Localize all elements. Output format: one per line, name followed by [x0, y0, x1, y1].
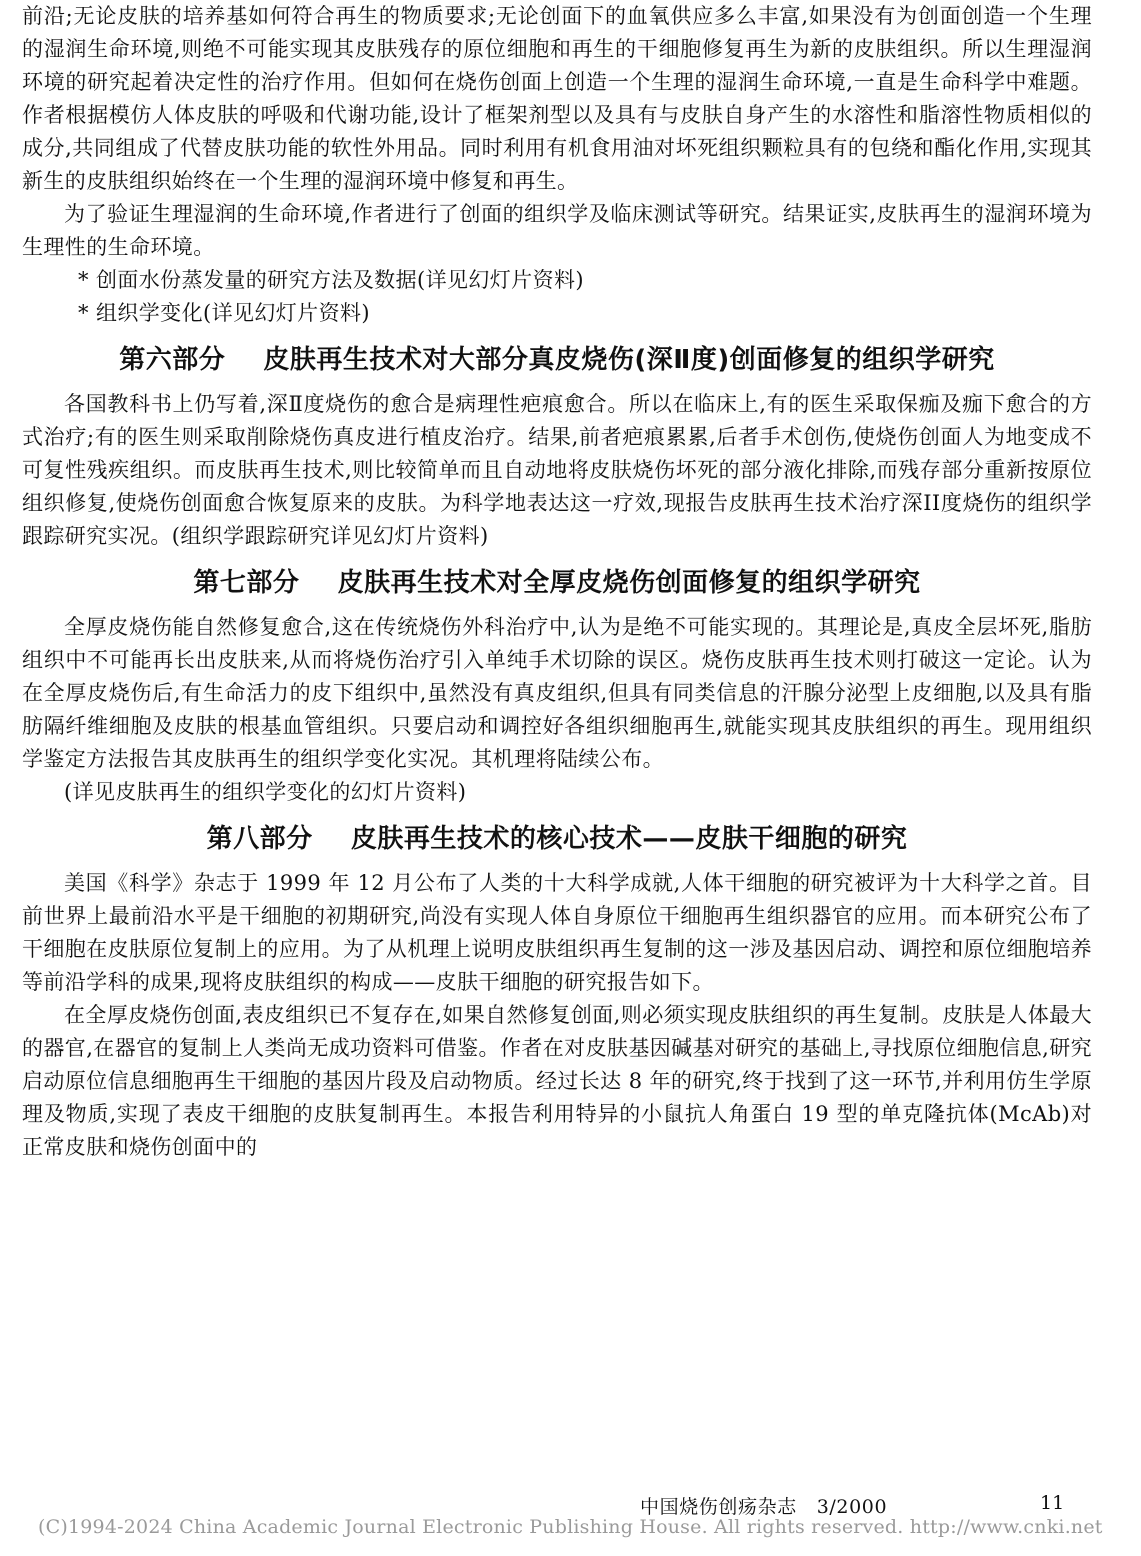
journal-name: 中国烧伤创疡杂志 3/2000	[640, 1496, 888, 1518]
section-heading-part-seven: 第七部分 皮肤再生技术对全厚皮烧伤创面修复的组织学研究	[193, 568, 921, 598]
paragraph-continued-intro: 前沿;无论皮肤的培养基如何符合再生的物质要求;无论创面下的血氧供应多么丰富,如果没有为创面创造一个生理的湿润生命环境,则绝不可能实现其皮肤残存的原位细胞和再生的干细胞修复再生为新的皮肤组织。所以生理湿润环境的研究起着决定性的治疗作用。但如何在烧伤创面上创造一个生理的湿润生命环境,一直是生命科学中难题。作者根据模仿人体皮肤的呼吸和代谢功能,设计了框架剂型以及具有与皮肤自身产生的水溶性和脂溶性物质相似的成分,共同组成了代替皮肤功能的软性外用品。同时利用有机食用油对坏死组织颗粒具有的包绕和酯化作用,实现其新生的皮肤组织始终在一个生理的湿润环境中修复和再生。	[22, 4, 1092, 193]
page-number: 11	[1040, 1492, 1065, 1514]
paragraph-full-thickness: 全厚皮烧伤能自然修复愈合,这在传统烧伤外科治疗中,认为是绝不可能实现的。其理论是,真皮全层坏死,脂肪组织中不可能再长出皮肤来,从而将烧伤治疗引入单纯手术切除的误区。烧伤皮肤再生技术则打破这一定论。认为在全厚皮烧伤后,有生命活力的皮下组织中,虽然没有真皮组织,但具有同类信息的汗腺分泌型上皮细胞,以及具有脂肪隔纤维细胞及皮肤的根基血管组织。只要启动和调控好各组织细胞再生,就能实现其皮肤组织的再生。现用组织学鉴定方法报告其皮肤再生的组织学变化实况。其机理将陆续公布。	[22, 615, 1092, 771]
bullet-water-evaporation: * 创面水份蒸发量的研究方法及数据(详见幻灯片资料)	[78, 268, 584, 292]
page-footer	[0, 1486, 1141, 1546]
paragraph-moist-environment: 为了验证生理湿润的生命环境,作者进行了创面的组织学及临床测试等研究。结果证实,皮肤再生的湿润环境为生理性的生命环境。	[22, 202, 1092, 259]
section-heading-part-eight: 第八部分 皮肤再生技术的核心技术——皮肤干细胞的研究	[206, 824, 908, 854]
paragraph-deep-second-degree: 各国教科书上仍写着,深Ⅱ度烧伤的愈合是病理性疤痕愈合。所以在临床上,有的医生采取保痂及痂下愈合的方式治疗;有的医生则采取削除烧伤真皮进行植皮治疗。结果,前者疤痕累累,后者手术创伤,使烧伤创面人为地变成不可复性残疾组织。而皮肤再生技术,则比较简单而且自动地将皮肤烧伤坏死的部分液化排除,而残存部分重新按原位组织修复,使烧伤创面愈合恢复原来的皮肤。为科学地表达这一疗效,现报告皮肤再生技术治疗深II度烧伤的组织学跟踪研究实况。(组织学跟踪研究详见幻灯片资料)	[22, 392, 1092, 548]
page-body	[22, 0, 1092, 1164]
bullet-histology-change: * 组织学变化(详见幻灯片资料)	[78, 301, 370, 325]
copyright-watermark: (C)1994-2024 China Academic Journal Electronic Publishing House. All rights reserved. http://www.cnki.net	[38, 1516, 1103, 1538]
paragraph-skin-replication: 在全厚皮烧伤创面,表皮组织已不复存在,如果自然修复创面,则必须实现皮肤组织的再生复制。皮肤是人体最大的器官,在器官的复制上人类尚无成功资料可借鉴。作者在对皮肤基因碱基对研究的基础上,寻找原位细胞信息,研究启动原位信息细胞再生干细胞的基因片段及启动物质。经过长达 8 年的研究,终于找到了这一环节,并利用仿生学原理及物质,实现了表皮干细胞的皮肤复制再生。本报告利用特异的小鼠抗人角蛋白 19 型的单克隆抗体(McAb)对正常皮肤和烧伤创面中的	[22, 1003, 1092, 1159]
paragraph-stem-cell-science: 美国《科学》杂志于 1999 年 12 月公布了人类的十大科学成就,人体干细胞的研究被评为十大科学之首。目前世界上最前沿水平是干细胞的初期研究,尚没有实现人体自身原位干细胞再生组织器官的应用。而本研究公布了干细胞在皮肤原位复制上的应用。为了从机理上说明皮肤组织再生复制的这一涉及基因启动、调控和原位细胞培养等前沿学科的成果,现将皮肤组织的构成——皮肤干细胞的研究报告如下。	[22, 871, 1092, 994]
section-heading-part-six: 第六部分 皮肤再生技术对大部分真皮烧伤(深Ⅱ度)创面修复的组织学研究	[119, 345, 995, 375]
paragraph-see-slides: (详见皮肤再生的组织学变化的幻灯片资料)	[64, 780, 467, 804]
